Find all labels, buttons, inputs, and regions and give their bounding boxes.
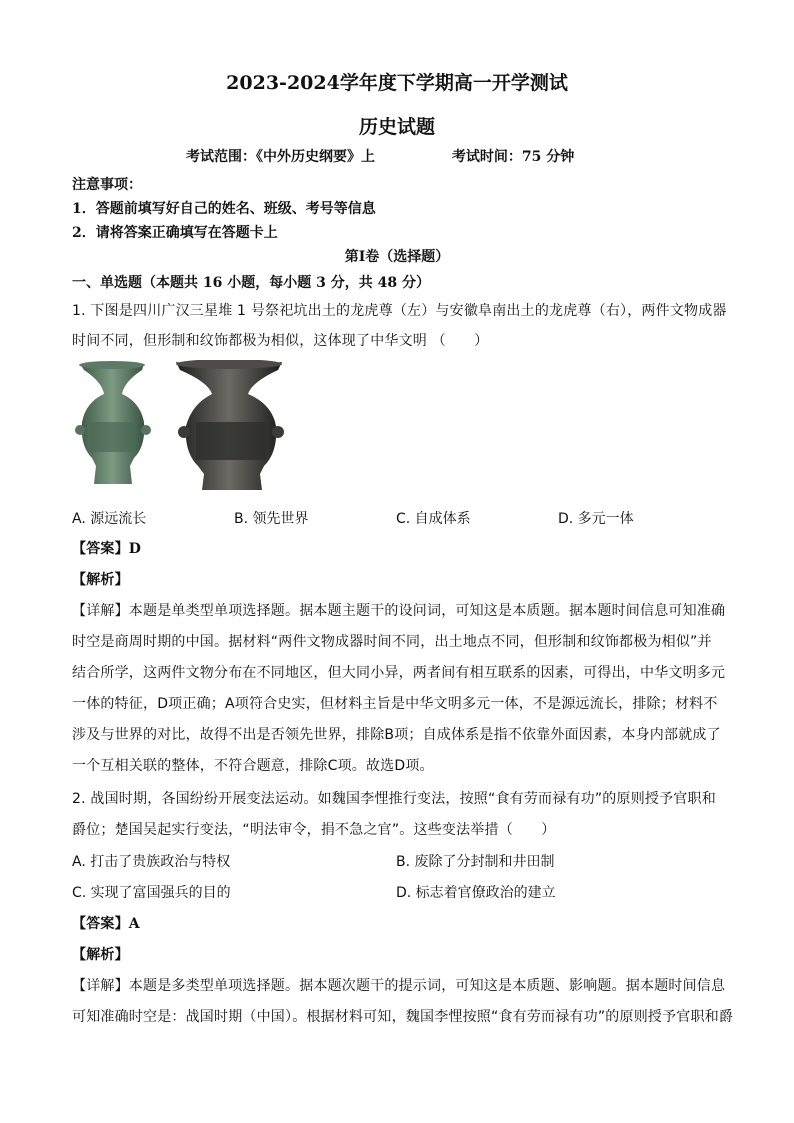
bronze-zun-image: [72, 360, 288, 494]
option-a[interactable]: A. 打击了贵族政治与特权: [72, 854, 231, 870]
option-c[interactable]: C. 实现了富国强兵的目的: [72, 885, 231, 901]
detail-line: 一体的特征，D项正确；A项符合史实，但材料主旨是中华文明多元一体，不是源远流长，排除；材料不: [72, 696, 718, 712]
note-item: 1．答题前填写好自己的姓名、班级、考号等信息: [72, 201, 376, 217]
detail-line: 时空是商周时期的中国。据材料“两件文物成器时间不同，出土地点不同，但形制和纹饰都极为相似”并: [72, 634, 712, 650]
detail-line: 结合所学，这两件文物分布在不同地区，但大同小异，两者间有相互联系的因素，可得出，中华文明多元: [72, 665, 726, 681]
exam-subject: 历史试题: [358, 116, 435, 138]
exam-scope: 考试范围：《中外历史纲要》上: [186, 149, 375, 165]
exam-title: 2023-2024学年度下学期高一开学测试: [226, 72, 568, 94]
note-item: 2．请将答案正确填写在答题卡上: [72, 225, 278, 241]
detail-line: 【详解】本题是单类型单项选择题。据本题主题干的设问词，可知这是本质题。据本题时间信息可知准确: [72, 603, 726, 619]
question-text: 2. 战国时期，各国纷纷开展变法运动。如魏国李悝推行变法，按照“食有劳而禄有功”的原则授予官职和: [72, 791, 716, 807]
detail-line: 【详解】本题是多类型单项选择题。据本题次题干的提示词，可知这是本质题、影响题。据本题时间信息: [72, 978, 726, 994]
detail-line: 一个互相关联的整体，不符合题意，排除C项。故选D项。: [72, 758, 434, 774]
detail-line: 可知准确时空是：战国时期（中国）。根据材料可知，魏国李悝按照“食有劳而禄有功”的原则授予官职和爵: [72, 1009, 734, 1025]
option-b[interactable]: B. 领先世界: [234, 511, 309, 527]
detail-line: 涉及与世界的对比，故得不出是否领先世界，排除B项；自成体系是指不依靠外面因素，本身内部就成了: [72, 727, 721, 743]
analysis-label: 【解析】: [72, 947, 129, 963]
option-c[interactable]: C. 自成体系: [396, 511, 471, 527]
section-heading: 一、单选题（本题共 16 小题，每小题 3 分，共 48 分）: [72, 275, 430, 291]
part-heading: 第Ⅰ卷（选择题）: [344, 249, 450, 265]
analysis-label: 【解析】: [72, 572, 129, 588]
exam-info: [186, 146, 646, 166]
notes-heading: 注意事项：: [72, 177, 142, 193]
option-a[interactable]: A. 源远流长: [72, 511, 147, 527]
answer-label: 【答案】A: [72, 916, 140, 932]
option-d[interactable]: D. 多元一体: [558, 511, 634, 527]
exam-time: 考试时间：75 分钟: [451, 149, 575, 165]
question-text: 爵位；楚国吴起实行变法，“明法审令，捐不急之官”。这些变法举措（ ）: [72, 822, 556, 838]
question-text: 1. 下图是四川广汉三星堆 1 号祭祀坑出土的龙虎尊（左）与安徽阜南出土的龙虎尊（右），两件文物成器: [72, 303, 727, 319]
option-d[interactable]: D. 标志着官僚政治的建立: [396, 885, 556, 901]
question-text: 时间不同，但形制和纹饰都极为相似，这体现了中华文明 （ ）: [72, 333, 489, 349]
answer-label: 【答案】D: [72, 541, 142, 557]
option-b[interactable]: B. 废除了分封制和井田制: [396, 854, 555, 870]
